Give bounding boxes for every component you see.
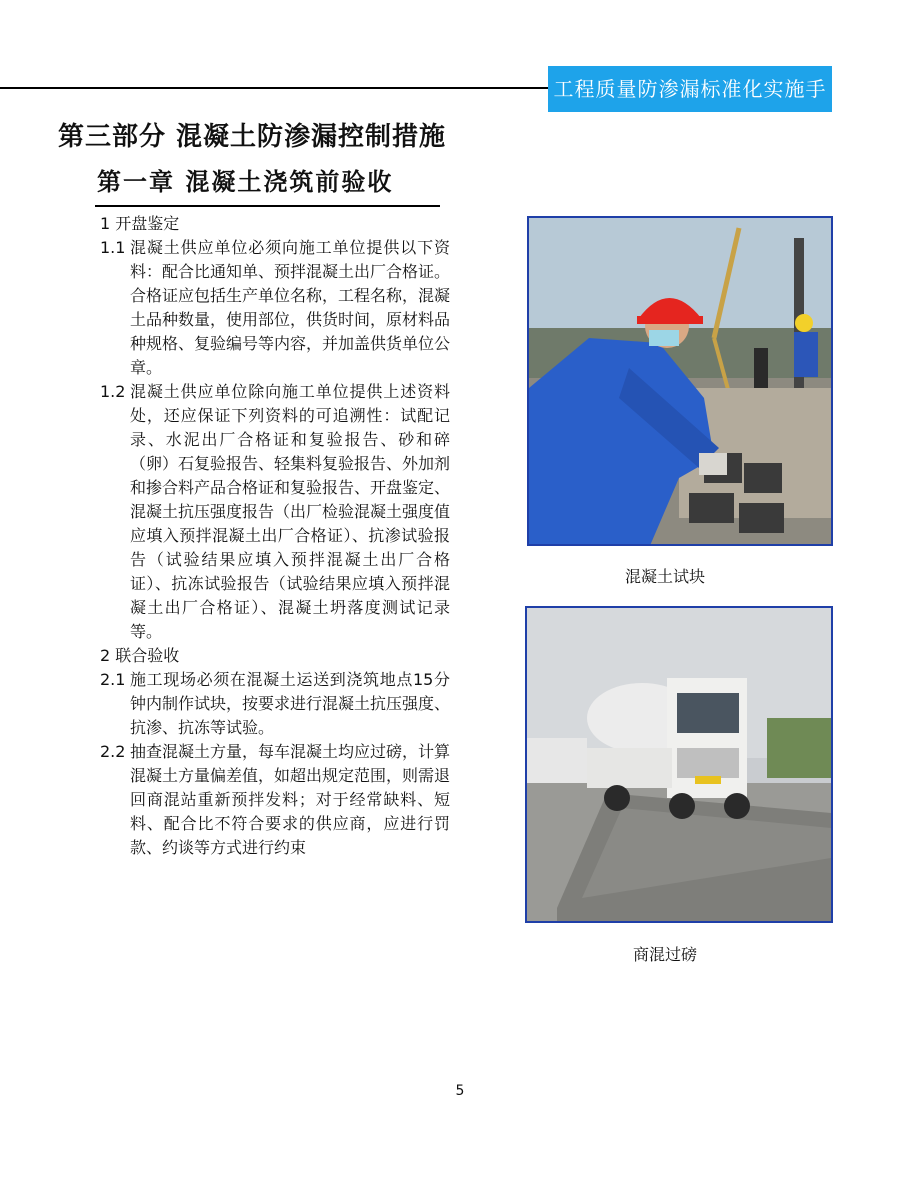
body-text <box>100 212 450 860</box>
paragraph-number: 2.1 <box>100 670 126 689</box>
paragraph-number: 1.2 <box>100 382 126 401</box>
paragraph-text: 施工现场必须在混凝土运送到浇筑地点15分钟内制作试块，按要求进行混凝土抗压强度、抗渗、抗冻等试验。 <box>130 670 451 737</box>
concrete-test-block-photo <box>527 216 833 546</box>
section-heading-2: 2 联合验收 <box>100 646 180 665</box>
paragraph-number: 2.2 <box>100 742 126 761</box>
paragraph-2-2 <box>100 740 450 860</box>
concrete-test-block-illustration <box>529 218 831 544</box>
section-heading-1: 1 开盘鉴定 <box>100 214 180 233</box>
paragraph-2-1 <box>100 668 450 740</box>
paragraph-text: 抽查混凝土方量，每车混凝土均应过磅，计算混凝土方量偏差值，如超出规定范围，则需退回商混站重新预拌发料；对于经常缺料、短料、配合比不符合要求的供应商，应进行罚款、约谈等方式进行约束 <box>130 742 451 857</box>
manual-title-banner: 工程质量防渗漏标准化实施手册 <box>548 66 832 112</box>
mixer-truck-illustration <box>527 608 831 921</box>
paragraph-text: 混凝土供应单位除向施工单位提供上述资料处，还应保证下列资料的可追溯性：试配记录、水泥出厂合格证和复验报告、砂和碎（卵）石复验报告、轻集料复验报告、外加剂和掺合料产品合格证和复验报告、开盘鉴定、混凝土抗压强度报告（出厂检验混凝土强度值应填入预拌混凝土出厂合格证）、抗渗试验报告（试验结果应填入预拌混凝土出厂合格证）、抗冻试验报告（试验结果应填入预拌混凝土出厂合格证）、混凝土坍落度测试记录等。 <box>130 382 451 641</box>
mixer-truck-weighbridge-photo <box>525 606 833 923</box>
paragraph-1-2 <box>100 380 450 644</box>
header-rule <box>0 87 548 89</box>
chapter-rule <box>95 205 440 207</box>
fig1-caption: 混凝土试块 <box>624 567 705 586</box>
part-title: 第三部分 混凝土防渗漏控制措施 <box>58 122 447 152</box>
chapter-title: 第一章 混凝土浇筑前验收 <box>97 168 394 196</box>
page-number: 5 <box>455 1083 465 1099</box>
fig2-caption: 商混过磅 <box>632 945 697 964</box>
paragraph-text: 混凝土供应单位必须向施工单位提供以下资料：配合比通知单、预拌混凝土出厂合格证。合格证应包括生产单位名称，工程名称，混凝土品种数量，使用部位，供货时间，原材料品种规格、复验编号等内容，并加盖供货单位公章。 <box>130 238 451 377</box>
paragraph-number: 1.1 <box>100 238 126 257</box>
paragraph-1-1 <box>100 236 450 380</box>
